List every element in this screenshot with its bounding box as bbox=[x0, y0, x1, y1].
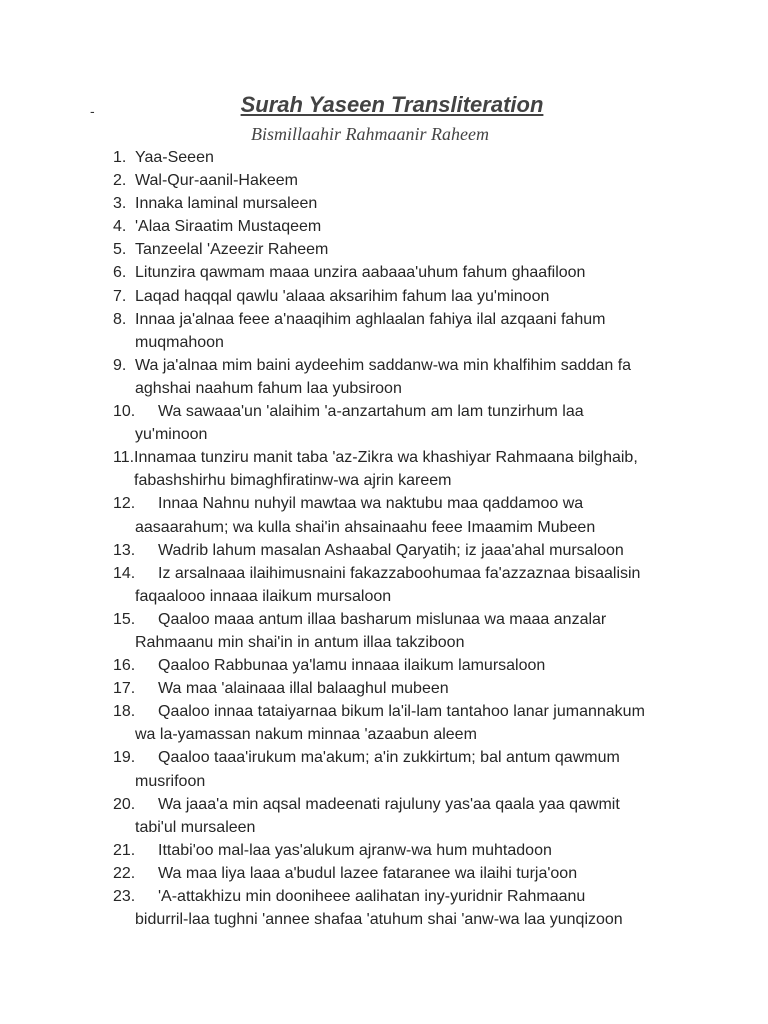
verse-text-line: muqmahoon bbox=[135, 333, 224, 351]
verse-item bbox=[113, 446, 683, 492]
verse-text-line: Innaa Nahnu nuhyil mawtaa wa naktubu maa qaddamoo wa bbox=[158, 495, 584, 513]
verse-item bbox=[113, 885, 683, 931]
verse-item bbox=[113, 261, 683, 284]
verse-number: 19. bbox=[113, 749, 136, 767]
verse-text-line: Qaaloo maaa antum illaa basharum mislunaa wa maaa anzalar bbox=[158, 610, 607, 628]
verse-item bbox=[113, 677, 683, 700]
verse-item bbox=[113, 400, 683, 446]
page-title: Surah Yaseen Transliteration bbox=[240, 92, 544, 117]
verse-item bbox=[113, 839, 683, 862]
verse-number: 23. bbox=[113, 888, 136, 905]
verse-text-line: musrifoon bbox=[135, 772, 206, 790]
verse-text-line: Rahmaanu min shai'in in antum illaa takziboon bbox=[135, 633, 465, 651]
verse-text-line: Qaaloo taaa'irukum ma'akum; a'in zukkirtum; bal antum qawmum bbox=[158, 749, 620, 767]
verse-text-line: Wa jaaa'a min aqsal madeenati rajuluny yas'aa qaala yaa qawmit bbox=[158, 795, 620, 813]
verse-number: 6. bbox=[113, 264, 127, 282]
verse-text-line: Wal-Qur-aanil-Hakeem bbox=[135, 172, 298, 190]
verse-item bbox=[113, 192, 683, 215]
verse-item bbox=[113, 608, 683, 654]
verse-item bbox=[113, 169, 683, 192]
verse-item bbox=[113, 492, 683, 538]
verse-text-line: Yaa-Seeen bbox=[135, 149, 214, 166]
verse-number: 4. bbox=[113, 218, 127, 236]
verse-text-line: aasaarahum; wa kulla shai'in ahsainaahu feee Imaamim Mubeen bbox=[135, 518, 596, 536]
verse-text-line: Laqad haqqal qawlu 'alaaa aksarihim fahum laa yu'minoon bbox=[135, 287, 550, 305]
verse-number: 18. bbox=[113, 703, 136, 721]
verse-number: 11. bbox=[113, 449, 135, 467]
verse-text-line: Wa maa 'alainaaa illal balaaghul mubeen bbox=[158, 680, 449, 698]
verse-text-line: yu'minoon bbox=[135, 426, 208, 444]
verse-text-line: 'Alaa Siraatim Mustaqeem bbox=[135, 218, 322, 236]
verse-number: 15. bbox=[113, 610, 136, 628]
verse-item bbox=[113, 285, 683, 308]
verse-number: 21. bbox=[113, 841, 136, 859]
verse-text-line: tabi'ul mursaleen bbox=[135, 818, 256, 836]
verse-number: 20. bbox=[113, 795, 136, 813]
verse-text-line: bidurril-laa tughni 'annee shafaa 'atuhum shai 'anw-wa laa yunqizoon bbox=[135, 911, 623, 929]
verse-item bbox=[113, 793, 683, 839]
verse-text-line: Iz arsalnaaa ilaihimusnaini fakazzaboohumaa fa'azzaznaa bisaalisin bbox=[158, 564, 641, 582]
verse-number: 22. bbox=[113, 864, 136, 882]
verse-item bbox=[113, 146, 683, 169]
verse-text-line: Qaaloo Rabbunaa ya'lamu innaaa ilaikum lamursaloon bbox=[158, 657, 546, 675]
verse-number: 3. bbox=[113, 195, 127, 213]
verse-number: 12. bbox=[113, 495, 136, 513]
verse-text-line: Qaaloo innaa tataiyarnaa bikum la'il-lam tantahoo lanar jumannakum bbox=[158, 703, 645, 721]
verse-item bbox=[113, 238, 683, 261]
verse-number: 13. bbox=[113, 541, 136, 559]
verse-text-line: wa la-yamassan nakum minnaa 'azaabun aleem bbox=[135, 726, 477, 744]
verse-item bbox=[113, 215, 683, 238]
page-subtitle: Bismillaahir Rahmaanir Raheem bbox=[251, 124, 489, 144]
verse-number: 10. bbox=[113, 403, 136, 421]
verse-number: 5. bbox=[113, 241, 127, 259]
verse-list bbox=[113, 146, 683, 931]
verse-text-line: Ittabi'oo mal-laa yas'alukum ajranw-wa hum muhtadoon bbox=[158, 841, 552, 859]
verse-text-line: Wa ja'alnaa mim baini aydeehim saddanw-wa min khalfihim saddan fa bbox=[135, 356, 632, 374]
verse-text-line: Innamaa tunziru manit taba 'az-Zikra wa khashiyar Rahmaana bilghaib, bbox=[134, 449, 638, 467]
verse-number: 7. bbox=[113, 287, 127, 305]
verse-item bbox=[113, 562, 683, 608]
verse-item bbox=[113, 654, 683, 677]
verse-item bbox=[113, 354, 683, 400]
verse-number: 2. bbox=[113, 172, 127, 190]
verse-text-line: Wa sawaaa'un 'alaihim 'a-anzartahum am lam tunzirhum laa bbox=[158, 403, 584, 421]
verse-item bbox=[113, 746, 683, 792]
verse-text-line: 'A-attakhizu min dooniheee aalihatan iny-yuridnir Rahmaanu bbox=[158, 888, 586, 905]
verse-text-line: aghshai naahum fahum laa yubsiroon bbox=[135, 379, 402, 397]
verse-text-line: Innaka laminal mursaleen bbox=[135, 195, 318, 213]
verse-item bbox=[113, 308, 683, 354]
verse-number: 1. bbox=[113, 149, 127, 166]
verse-item bbox=[113, 700, 683, 746]
verse-number: 9. bbox=[113, 356, 127, 374]
verse-text-line: Innaa ja'alnaa feee a'naaqihim aghlaalan fahiya ilal azqaani fahum bbox=[135, 310, 606, 328]
verse-item bbox=[113, 862, 683, 885]
verse-text-line: Tanzeelal 'Azeezir Raheem bbox=[135, 241, 329, 259]
verse-number: 14. bbox=[113, 564, 136, 582]
verse-text-line: Wa maa liya laaa a'budul lazee fataranee wa ilaihi turja'oon bbox=[158, 864, 578, 882]
verse-text-line: faqaalooo innaaa ilaikum mursaloon bbox=[135, 587, 392, 605]
verse-number: 17. bbox=[113, 680, 136, 698]
stray-dash: - bbox=[90, 103, 95, 119]
verse-number: 8. bbox=[113, 310, 127, 328]
verse-text-line: Litunzira qawmam maaa unzira aabaaa'uhum fahum ghaafiloon bbox=[135, 264, 586, 282]
verse-item bbox=[113, 539, 683, 562]
verse-number: 16. bbox=[113, 657, 136, 675]
verse-text-line: Wadrib lahum masalan Ashaabal Qaryatih; iz jaaa'ahal mursaloon bbox=[158, 541, 624, 559]
verse-text-line: fabashshirhu bimaghfiratinw-wa ajrin kareem bbox=[134, 472, 452, 490]
